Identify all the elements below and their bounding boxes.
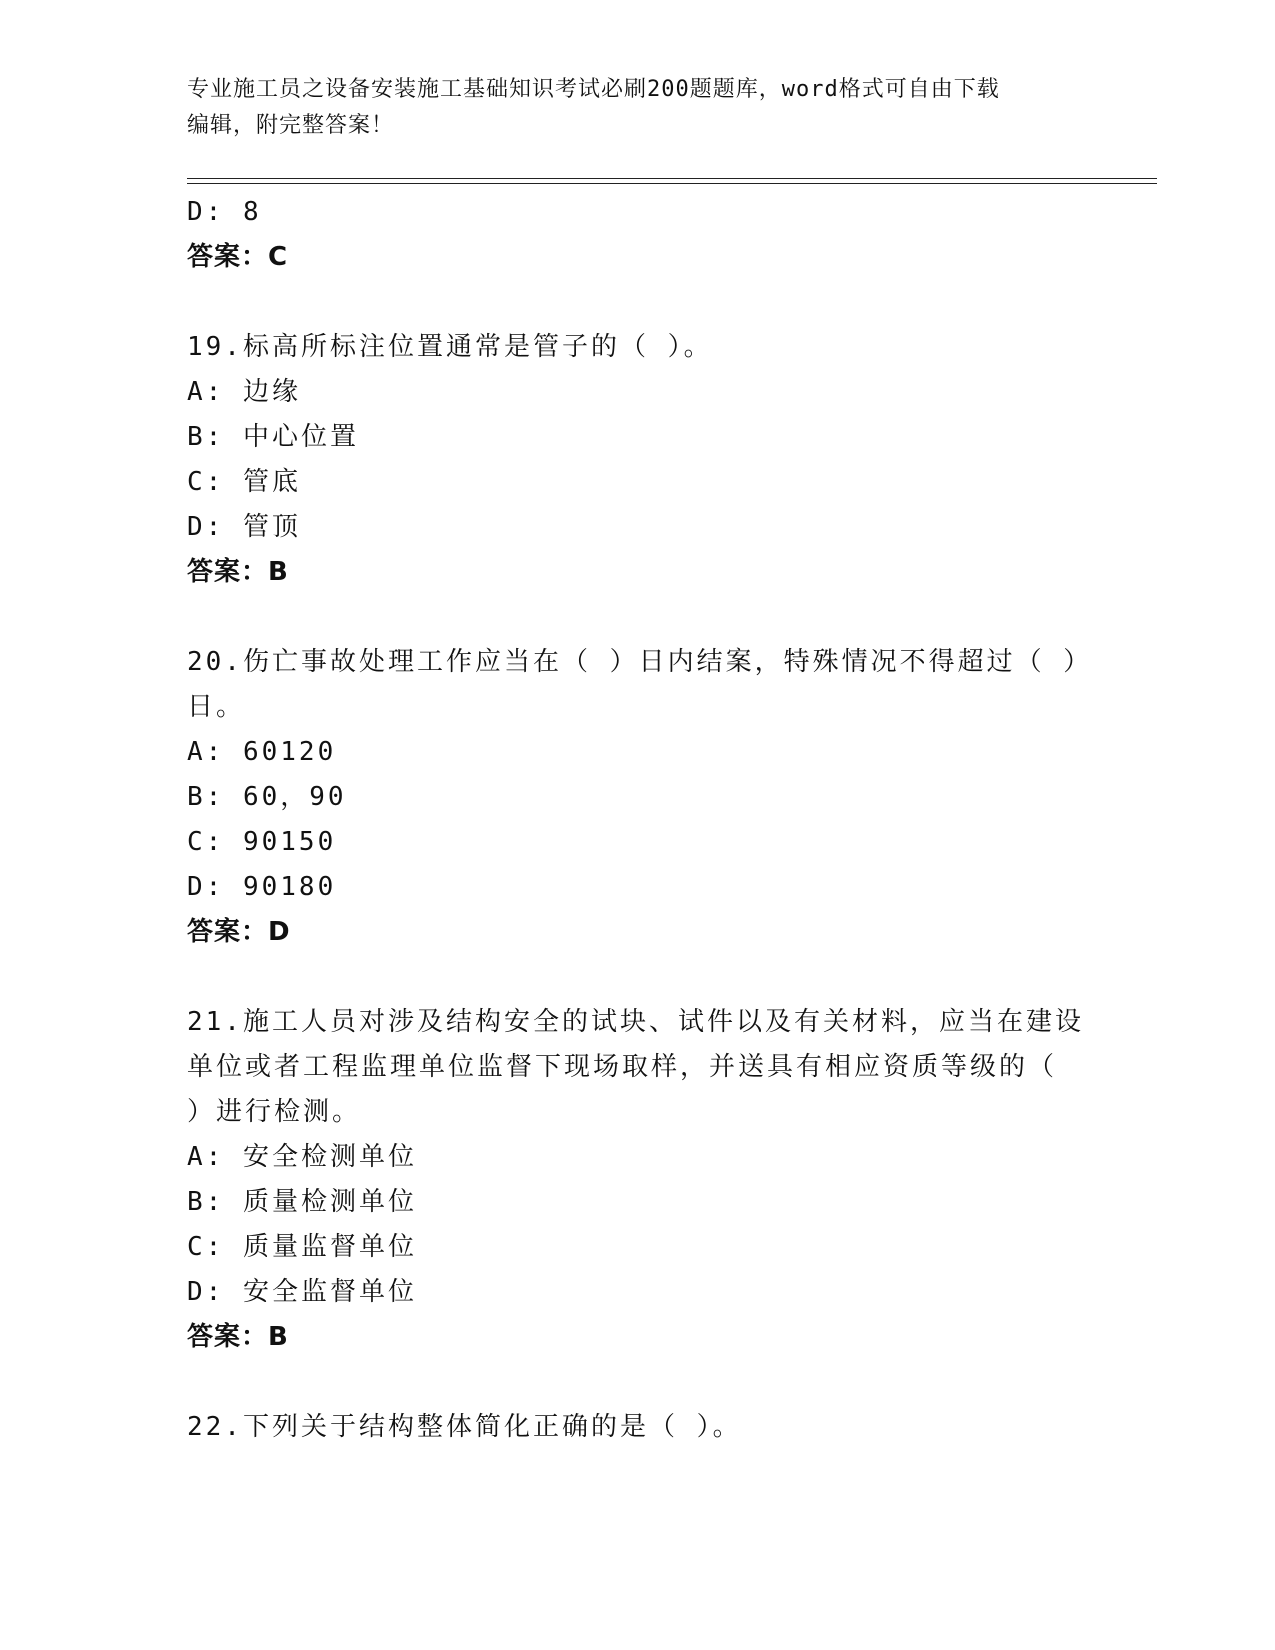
question-text: 22.下列关于结构整体简化正确的是（ ）。 <box>187 1412 742 1442</box>
question-list <box>187 190 1093 1450</box>
option-d: D: 安全监督单位 <box>187 1277 417 1307</box>
option-b: B: 中心位置 <box>187 422 359 452</box>
answer-line: 答案：D <box>187 917 291 947</box>
option-d: D: 90180 <box>187 872 337 902</box>
header-divider-bottom <box>187 183 1157 184</box>
option-a: A: 安全检测单位 <box>187 1142 417 1172</box>
question-text-continued: 单位或者工程监理单位监督下现场取样，并送具有相应资质等级的（ <box>187 1052 1058 1082</box>
question-text: 21.施工人员对涉及结构安全的试块、试件以及有关材料，应当在建设 <box>187 1007 1084 1037</box>
answer-line: 答案：C <box>187 242 289 272</box>
header-title-line-2: 编辑，附完整答案！ <box>187 113 395 138</box>
question-text-continued: ）进行检测。 <box>187 1097 362 1127</box>
option-d: D: 管顶 <box>187 512 301 542</box>
option-d: D: 8 <box>187 197 262 227</box>
option-a: A: 60120 <box>187 737 337 767</box>
question-21 <box>187 1000 1087 1360</box>
document-header <box>187 72 1087 144</box>
option-c: C: 质量监督单位 <box>187 1232 417 1262</box>
option-a: A: 边缘 <box>187 377 301 407</box>
spacer <box>187 1360 1087 1405</box>
answer-line: 答案：B <box>187 557 289 587</box>
question-19 <box>187 325 1087 595</box>
option-c: C: 管底 <box>187 467 301 497</box>
spacer <box>187 955 1087 1000</box>
spacer <box>187 595 1087 640</box>
spacer <box>187 280 1087 325</box>
header-divider-top <box>187 178 1157 179</box>
option-c: C: 90150 <box>187 827 337 857</box>
option-b: B: 60，90 <box>187 782 347 812</box>
answer-line: 答案：B <box>187 1322 289 1352</box>
question-20 <box>187 640 1093 955</box>
question-text: 19.标高所标注位置通常是管子的（ ）。 <box>187 332 713 362</box>
option-b: B: 质量检测单位 <box>187 1187 417 1217</box>
question-22 <box>187 1405 1087 1450</box>
header-title-line-1: 专业施工员之设备安装施工基础知识考试必刷200题题库，word格式可自由下载 <box>187 77 1000 102</box>
question-text: 20.伤亡事故处理工作应当在（ ）日内结案，特殊情况不得超过（ ） <box>187 647 1093 677</box>
question-text-continued: 日。 <box>187 692 246 722</box>
